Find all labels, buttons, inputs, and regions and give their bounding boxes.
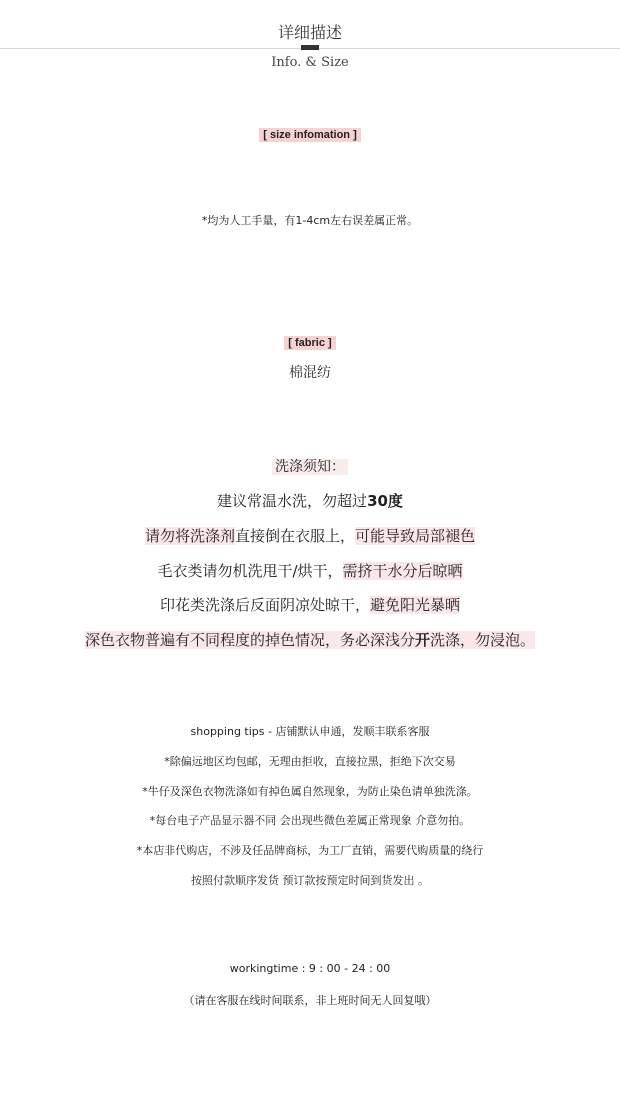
shopping-tip-2: *除偏远地区均包邮，无理由拒收，直接拉黑，拒绝下次交易 bbox=[164, 755, 456, 768]
washing-line-5-highlight-3: 洗涤，勿浸泡。 bbox=[430, 631, 536, 649]
shopping-tip-6: 按照付款顺序发货 预订款按预定时间到货发出 。 bbox=[191, 874, 429, 887]
washing-line-1-emphasis: 30度 bbox=[367, 492, 403, 510]
washing-line-3-text: 毛衣类请勿机洗甩干/烘干， bbox=[157, 562, 343, 580]
washing-line-4-text: 印花类洗涤后反面阴凉处晾干， bbox=[159, 596, 370, 614]
washing-line-1-text: 建议常温水洗，勿超过 bbox=[217, 492, 368, 510]
washing-line-4 bbox=[0, 594, 620, 615]
washing-line-2-highlight: 请勿将洗涤剂 bbox=[144, 527, 235, 545]
section-title: 详细描述 bbox=[277, 23, 342, 42]
washing-line-1 bbox=[0, 490, 620, 511]
washing-line-2 bbox=[0, 525, 620, 546]
fabric-tag: [ fabric ] bbox=[284, 336, 335, 350]
header-accent-bar bbox=[301, 45, 319, 50]
shopping-tip-1: shopping tips - 店铺默认申通，发顺丰联系客服 bbox=[190, 725, 430, 738]
shopping-tip-4: *每台电子产品显示器不同 会出现些微色差属正常现象 介意勿拍。 bbox=[149, 814, 471, 827]
washing-line-3 bbox=[0, 560, 620, 581]
washing-line-5-highlight-2: 务必深浅分 bbox=[339, 631, 415, 649]
washing-line-4-highlight: 避免阳光暴晒 bbox=[370, 596, 461, 614]
washing-line-3-highlight: 需挤干水分后晾晒 bbox=[342, 562, 463, 580]
washing-line-2-text: 直接倒在衣服上， bbox=[234, 527, 355, 545]
shopping-tip-3: *牛仔及深色衣物洗涤如有掉色属自然现象，为防止染色请单独洗涤。 bbox=[142, 785, 478, 798]
section-subtitle: Info. & Size bbox=[271, 55, 349, 70]
size-note: *均为人工手量，有1-4cm左右误差属正常。 bbox=[201, 214, 419, 227]
shopping-tip-5: *本店非代购店，不涉及任品牌商标，为工厂直销，需要代购质量的绕行 bbox=[136, 844, 484, 857]
fabric-block bbox=[0, 331, 620, 350]
size-info-tag: [ size infomation ] bbox=[259, 128, 361, 142]
size-info-block bbox=[0, 123, 620, 142]
washing-line-5-emphasis: 开 bbox=[415, 631, 431, 649]
washing-line-5-highlight: 深色衣物普遍有不同程度的掉色情况， bbox=[84, 631, 340, 649]
washing-title-text: 洗涤须知： bbox=[272, 459, 348, 475]
fabric-value: 棉混纺 bbox=[289, 365, 331, 381]
washing-line-2-highlight-2: 可能导致局部褪色 bbox=[355, 527, 476, 545]
washing-title bbox=[0, 456, 620, 476]
working-hours-note: （请在客服在线时间联系，非上班时间无人回复哦） bbox=[183, 994, 437, 1007]
working-hours: workingtime : 9 : 00 - 24 : 00 bbox=[229, 962, 391, 975]
washing-line-5 bbox=[0, 629, 620, 650]
